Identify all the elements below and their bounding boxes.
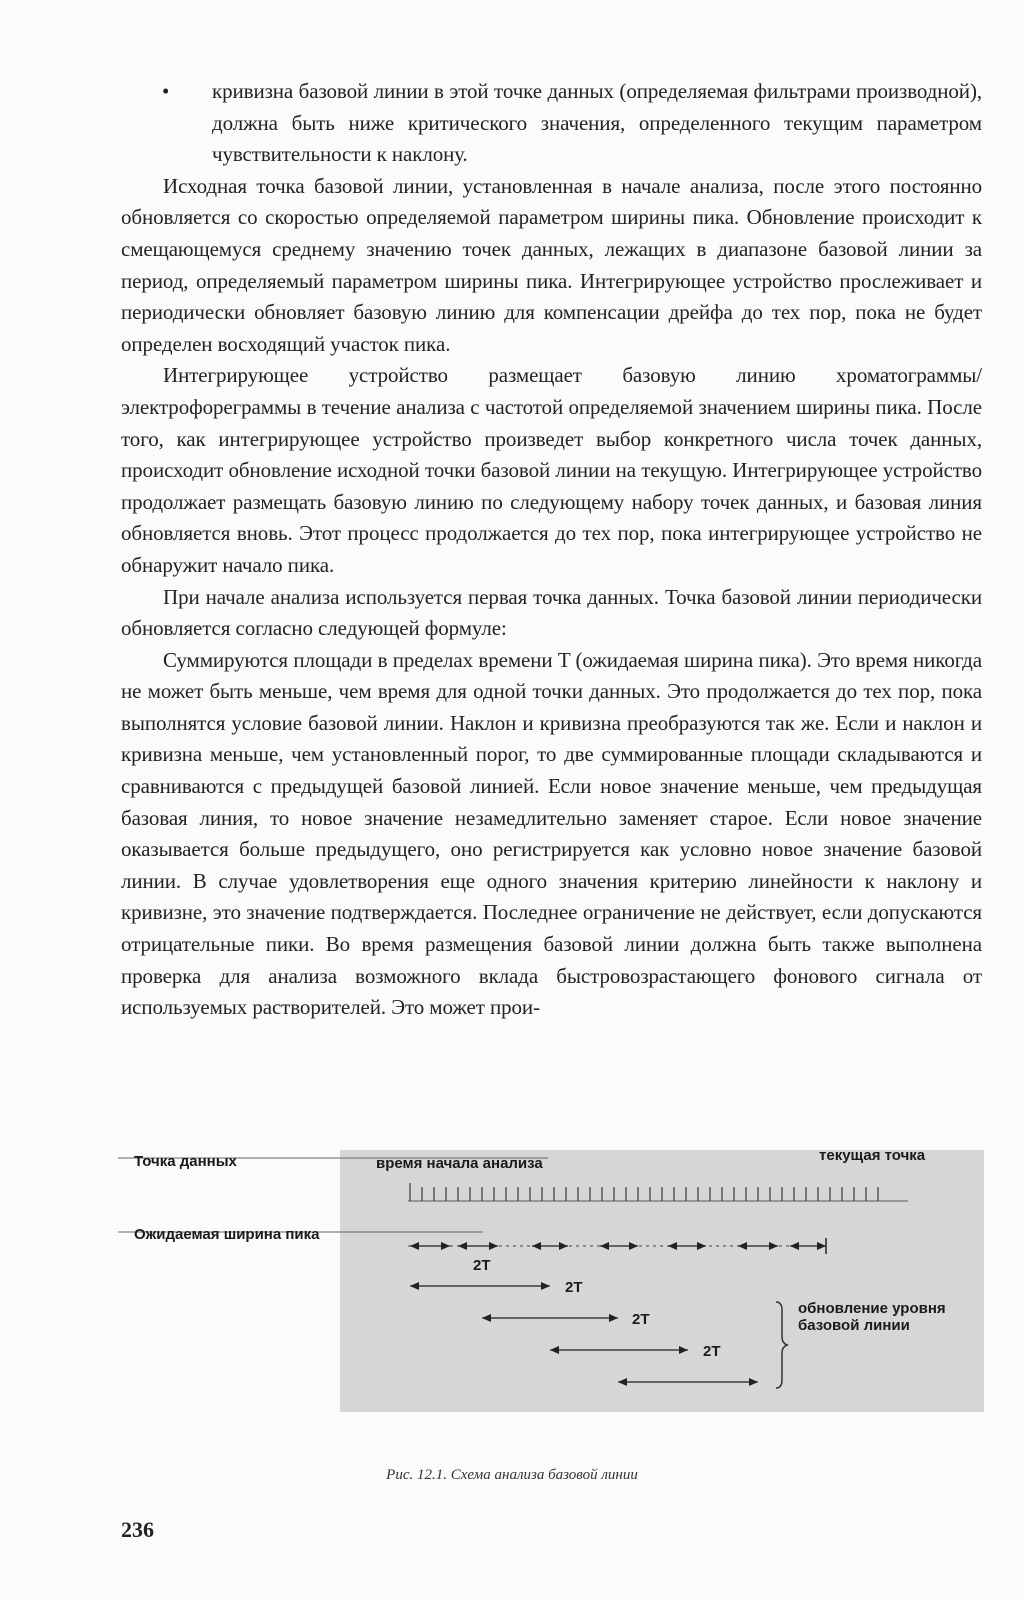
paragraph-3: При начале анализа используется первая точка данных. Точка базовой линии периодически обновляется согласно следующей формуле: [121, 584, 982, 641]
paragraph-1: Исходная точка базовой линии, установленная в начале анализа, после этого постоянно обновляется со скоростью определяемой параметром ширины пика. Обновление происходит к смещающемуся среднему значению точек данных, лежащих в диапазоне базовой линии за период, определяемый параметром ширины пика. Интегрирующее устройство прослеживает и периодически обновляет базовую линию для компенсации дрейфа до тех пор, пока не будет определен восходящий участок пика. [121, 173, 982, 356]
interval-label-2: 2T [565, 1279, 583, 1296]
body-text [121, 76, 982, 1024]
figure-caption: Рис. 12.1. Схема анализа базовой линии [386, 1467, 638, 1483]
figure-diagram [118, 1150, 984, 1432]
bullet-text: кривизна базовой линии в этой точке данных (определяемая фильтрами производной), должна быть ниже критического значения, определенного текущим параметром чувствительности к наклону. [212, 79, 982, 167]
interval-label-3: 2T [632, 1311, 650, 1328]
label-current-point: текущая точка [819, 1147, 926, 1164]
label-expected-width: Ожидаемая ширина пика [134, 1226, 320, 1243]
baseline-analysis-figure [118, 1147, 984, 1432]
interval-label-4: 2T [703, 1343, 721, 1360]
bullet-marker: • [162, 79, 170, 103]
label-baseline-update: обновление уровня базовой линии [798, 1300, 946, 1334]
interval-label-1: 2T [473, 1257, 491, 1274]
bullet-item [121, 76, 982, 171]
paragraph-2: Интегрирующее устройство размещает базовую линию хроматограммы/ электрофореграммы в течение анализа с частотой определяемой значением ширины пика. После того, как интегрирующее устройство произведет выбор конкретного числа точек данных, происходит обновление исходной точки базовой линии на текущую. Интегрирующее устройство продолжает размещать базовую линию по следующему набору точек данных, и базовая линия обновляется вновь. Этот процесс продолжается до тех пор, пока интегрирующее устройство не обнаружит начало пика. [121, 363, 982, 577]
label-start-time: время начала анализа [376, 1155, 543, 1172]
paragraph-4: Суммируются площади в пределах времени T (ожидаемая ширина пика). Это время никогда не может быть меньше, чем время для одной точки данных. Это продолжается до тех пор, пока выполнятся условие базовой линии. Наклон и кривизна преобразуются так же. Если и наклон и кривизна меньше, чем установленный порог, то две суммированные площади складываются и сравниваются с предыдущей базовой линией. Если новое значение меньше, чем предыдущая базовая линия, то новое значение незамедлительно заменяет старое. Если новое значение оказывается больше предыдущего, оно регистрируется как условно новое значение базовой линии. В случае удовлетворения еще одного значения критерию линейности к наклону и кривизне, это значение подтверждается. Последнее ограничение не действует, если допускаются отрицательные пики. Во время размещения базовой линии должна быть также выполнена проверка для анализа возможного вклада быстровозрастающего фонового сигнала от используемых растворителей. Это может прои- [121, 647, 982, 1020]
label-data-point: Точка данных [134, 1153, 237, 1170]
page-number: 236 [121, 1517, 154, 1542]
